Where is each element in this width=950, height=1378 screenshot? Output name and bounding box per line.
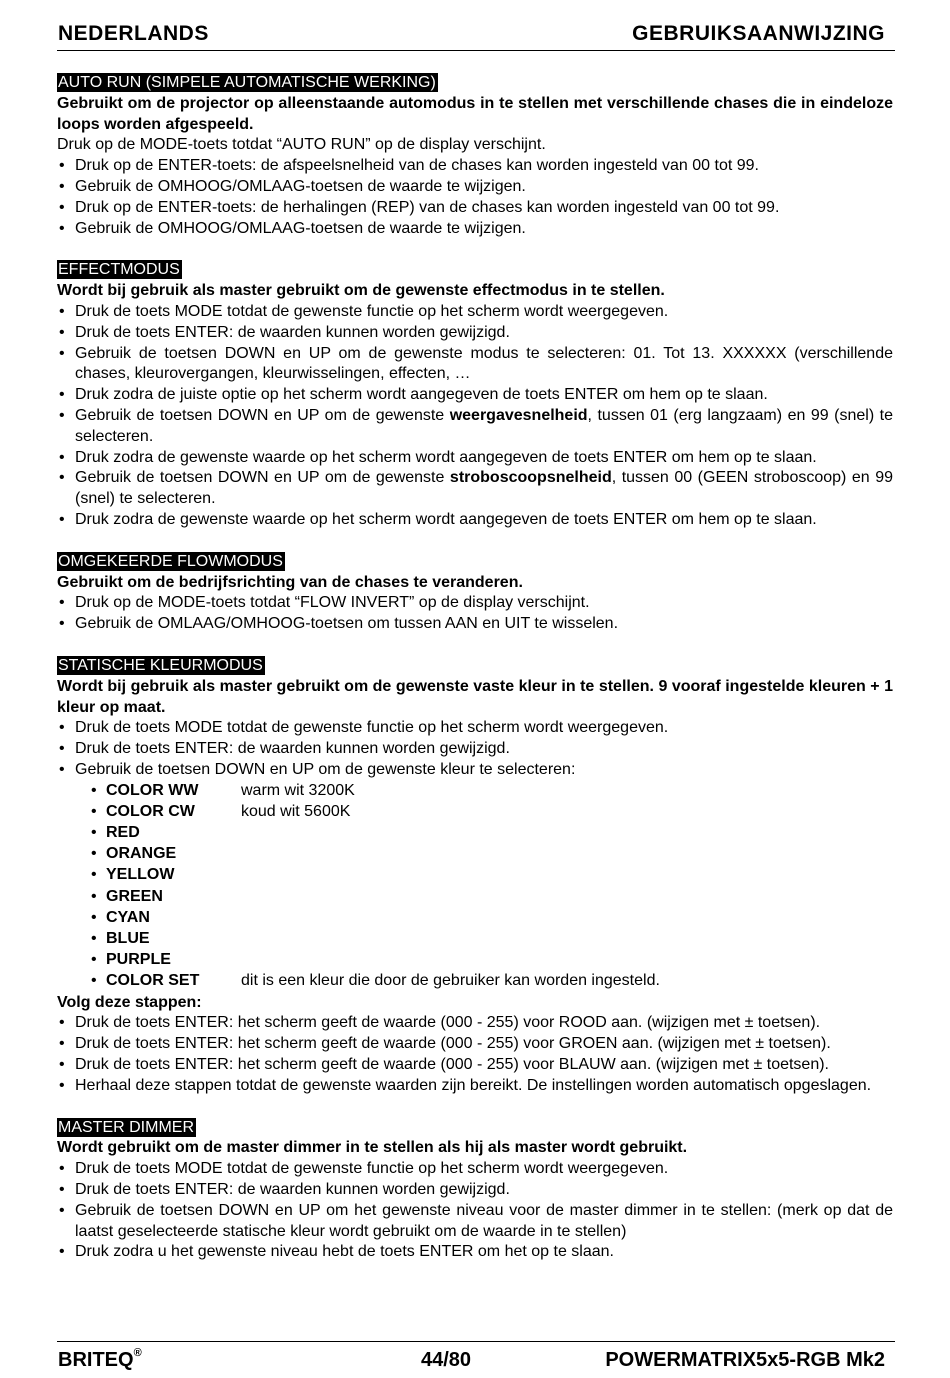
- list-item: • Druk de toets ENTER: de waarden kunnen worden gewijzigd.: [57, 323, 893, 344]
- item-keyword: stroboscoopsnelheid: [449, 469, 612, 487]
- list-item: • Druk zodra de gewenste waarde op het scherm wordt aangegeven de toets ENTER om hem op te slaan.: [57, 448, 893, 469]
- section-auto-run: [57, 73, 893, 239]
- bullet-list: [57, 156, 893, 239]
- color-item: [89, 802, 893, 823]
- color-item: [89, 887, 893, 908]
- list-item: • Druk zodra de juiste optie op het scherm wordt aangegeven de toets ENTER om hem op te slaan.: [57, 385, 893, 406]
- color-name: COLOR SET: [106, 972, 200, 990]
- item-text: , tussen 01 (erg langzaam) en 99 (snel) te selecteren.: [75, 406, 894, 445]
- bullet-list: [57, 302, 893, 531]
- color-item: [89, 908, 893, 929]
- color-item: [89, 929, 893, 950]
- steps-label: Volg deze stappen:: [57, 993, 202, 1011]
- list-item: • Druk de toets ENTER: de waarden kunnen worden gewijzigd.: [57, 1180, 893, 1201]
- color-item: [89, 844, 893, 865]
- page-header: [57, 20, 895, 51]
- color-name: ORANGE: [106, 845, 177, 863]
- list-item-strobe-speed: [57, 468, 893, 510]
- color-item: [89, 971, 893, 992]
- color-name: COLOR CW: [106, 802, 195, 820]
- list-item: • Druk de toets MODE totdat de gewenste functie op het scherm wordt weergegeven.: [57, 1159, 893, 1180]
- color-name: BLUE: [106, 930, 150, 948]
- section-master-dimmer: [57, 1118, 893, 1264]
- color-item: [89, 781, 893, 802]
- color-name: GREEN: [106, 887, 163, 905]
- color-item: [89, 865, 893, 886]
- section-intro: Wordt gebruikt om de master dimmer in te stellen als hij als master wordt gebruikt.: [57, 1139, 688, 1157]
- section-title-effect-mode: EFFECTMODUS: [58, 261, 180, 279]
- section-intro: Gebruikt om de bedrijfsrichting van de chases te veranderen.: [57, 573, 523, 591]
- list-item: • Druk zodra u het gewenste niveau hebt de toets ENTER om het op te slaan.: [57, 1242, 893, 1263]
- item-text: , tussen 00 (GEEN stroboscoop) en 99 (snel) te selecteren.: [75, 469, 893, 508]
- header-doc-type: GEBRUIKSAANWIJZING: [632, 22, 885, 45]
- section-intro: Wordt bij gebruik als master gebruikt om de gewenste effectmodus in te stellen.: [57, 282, 665, 300]
- page-number: 44/80: [421, 1349, 472, 1371]
- bullet-list: [57, 593, 893, 635]
- list-item: • Druk op de MODE-toets totdat “FLOW INVERT” op de display verschijnt.: [57, 593, 893, 614]
- header-language: NEDERLANDS: [58, 22, 209, 45]
- item-text: Gebruik de toetsen DOWN en UP om de gewenste: [75, 406, 450, 424]
- section-title-flow-invert: OMGEKEERDE FLOWMODUS: [58, 552, 283, 570]
- list-item: • Gebruik de OMHOOG/OMLAAG-toetsen de waarde te wijzigen.: [57, 177, 893, 198]
- footer-model: POWERMATRIX5x5-RGB Mk2: [605, 1349, 885, 1371]
- section-title-static-color: STATISCHE KLEURMODUS: [58, 656, 263, 674]
- section-title-master-dimmer: MASTER DIMMER: [58, 1118, 194, 1136]
- registered-mark: ®: [133, 1347, 142, 1360]
- color-list: [57, 781, 893, 993]
- list-item: • Gebruik de OMHOOG/OMLAAG-toetsen de waarde te wijzigen.: [57, 219, 893, 240]
- color-item: [89, 950, 893, 971]
- section-intro: Gebruikt om de projector op alleenstaande automodus in te stellen met verschillende chases die in eindeloze loops worden afgespeeld.: [57, 94, 893, 133]
- item-text: Gebruik de toetsen DOWN en UP om de gewenste: [75, 469, 450, 487]
- item-keyword: weergavesnelheid: [449, 406, 588, 424]
- page-footer: [57, 1341, 895, 1372]
- list-item: • Druk op de ENTER-toets: de afspeelsnelheid van de chases kan worden ingesteld van 00 tot 99.: [57, 156, 893, 177]
- list-item: • Druk zodra de gewenste waarde op het scherm wordt aangegeven de toets ENTER om hem op te slaan.: [57, 510, 893, 531]
- section-flow-invert: [57, 552, 893, 635]
- section-title-auto-run: AUTO RUN (SIMPELE AUTOMATISCHE WERKING): [58, 74, 436, 91]
- list-item: • Druk de toets ENTER: de waarden kunnen worden gewijzigd.: [57, 739, 893, 760]
- steps-list: [57, 1013, 893, 1096]
- section-intro: Wordt bij gebruik als master gebruikt om de gewenste vaste kleur in te stellen. 9 vooraf ingestelde kleuren + 1 kleur op maat.: [57, 677, 893, 716]
- list-item: • Druk de toets ENTER: het scherm geeft de waarde (000 - 255) voor ROOD aan. (wijzigen met ± toetsen).: [57, 1013, 893, 1034]
- list-item: • Druk de toets MODE totdat de gewenste functie op het scherm wordt weergegeven.: [57, 718, 893, 739]
- list-item: • Gebruik de toetsen DOWN en UP om de gewenste modus te selecteren: 01. Tot 13. XXXXXX (verschillende chases, kleurovergangen, kleurwisselingen, effecten, …: [57, 344, 893, 386]
- bullet-list: [57, 1159, 893, 1263]
- color-item: [89, 823, 893, 844]
- section-static-color: [57, 656, 893, 1097]
- list-item-display-speed: [57, 406, 893, 448]
- instruction-text: Druk op de MODE-toets totdat “AUTO RUN” op de display verschijnt.: [57, 136, 546, 154]
- bullet-list: [57, 718, 893, 780]
- color-name: COLOR WW: [106, 781, 199, 799]
- color-desc: koud wit 5600K: [241, 802, 351, 820]
- color-desc: dit is een kleur die door de gebruiker kan worden ingesteld.: [241, 972, 660, 990]
- list-item: • Herhaal deze stappen totdat de gewenste waarden zijn bereikt. De instellingen worden automatisch opgeslagen.: [57, 1076, 893, 1097]
- list-item: • Gebruik de toetsen DOWN en UP om de gewenste kleur te selecteren:: [57, 760, 893, 781]
- color-name: CYAN: [106, 908, 150, 926]
- color-name: RED: [106, 824, 140, 842]
- list-item: • Druk de toets ENTER: het scherm geeft de waarde (000 - 255) voor BLAUW aan. (wijzigen met ± toetsen).: [57, 1055, 893, 1076]
- color-name: YELLOW: [106, 866, 175, 884]
- footer-brand: [58, 1349, 142, 1372]
- page-content: [57, 73, 893, 1263]
- section-effect-mode: [57, 260, 893, 530]
- list-item: • Druk op de ENTER-toets: de herhalingen (REP) van de chases kan worden ingesteld van 00 tot 99.: [57, 198, 893, 219]
- color-name: PURPLE: [106, 951, 171, 969]
- list-item: • Druk de toets MODE totdat de gewenste functie op het scherm wordt weergegeven.: [57, 302, 893, 323]
- list-item: • Druk de toets ENTER: het scherm geeft de waarde (000 - 255) voor GROEN aan. (wijzigen met ± toetsen).: [57, 1034, 893, 1055]
- brand-name: BRITEQ: [58, 1349, 134, 1371]
- color-desc: warm wit 3200K: [241, 781, 355, 799]
- list-item: • Gebruik de OMLAAG/OMHOOG-toetsen om tussen AAN en UIT te wisselen.: [57, 614, 893, 635]
- list-item: • Gebruik de toetsen DOWN en UP om het gewenste niveau voor de master dimmer in te stellen: (merk op dat de laatst geselecteerde statische kleur wordt gebruikt om de waarde in te stellen): [57, 1201, 893, 1243]
